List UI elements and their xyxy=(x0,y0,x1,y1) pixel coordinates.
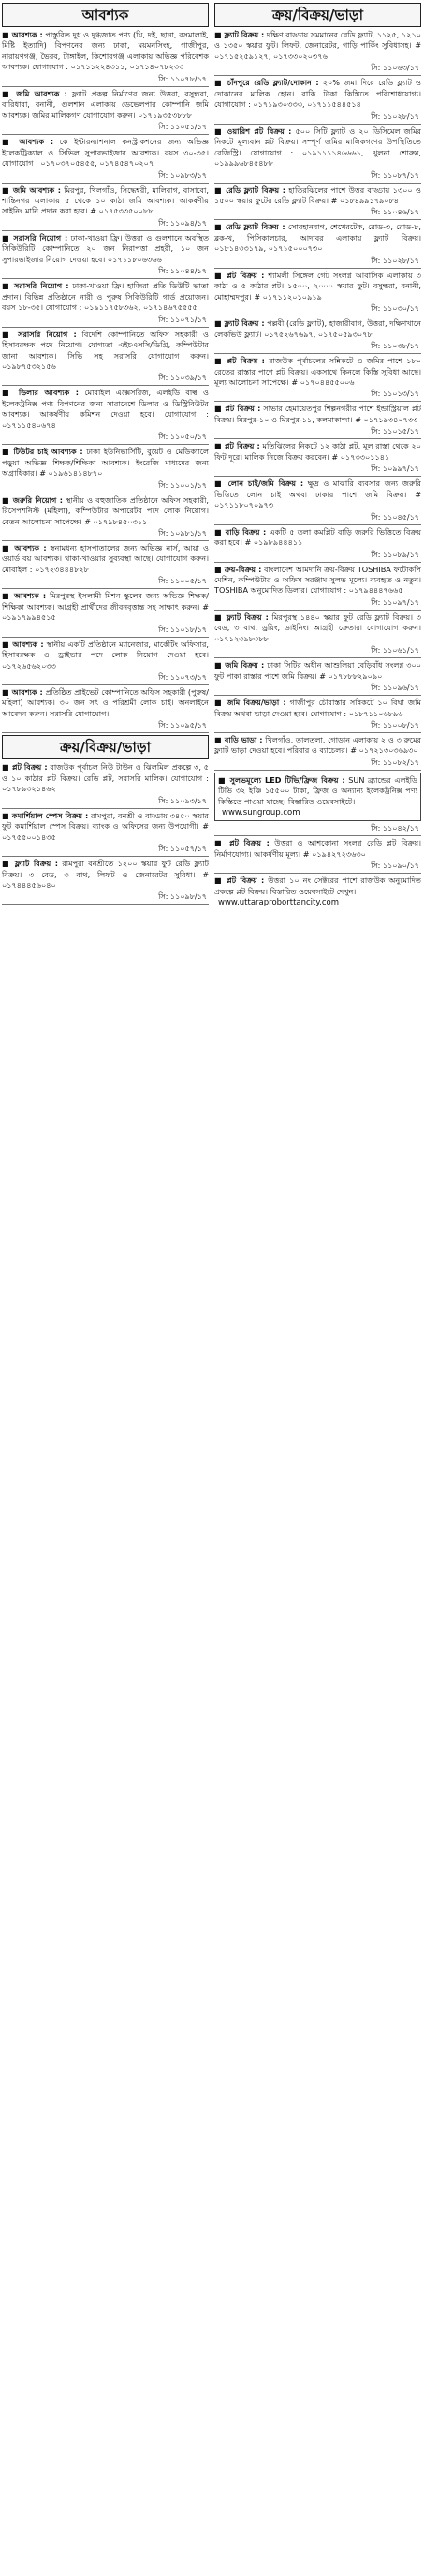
ad-code: সি: ১০৯৮৩/১৭ xyxy=(158,170,207,180)
ad-body: সোবহানবাগ, শেখেরটেক, রোড-৩, রোড-৮, ব্লক-খ, পিসিকালচার, আদাবর এলাকায় ফ্ল্যাট বিক্রয়। ০১৮১৪৩৩১৭৯, ০১৭১৫০০০৭৩০ xyxy=(214,222,421,254)
ad-body: ঢাকা-খাওয়া ফ্রি। উত্তরা ও গুলশানে অবস্থিত সিকিউরিটি কোম্পানিতে ২০ জন নিরাপত্তা প্রহরী, ১০ জন সুপারভাইজার নিয়োগ দেওয়া হবে। ০১৭১১৮০৬৩৬৬ xyxy=(2,232,210,264)
classified-ad xyxy=(214,404,421,426)
ad-bullet-icon: ■ xyxy=(214,478,228,489)
ad-separator xyxy=(214,476,421,477)
classified-ad xyxy=(214,441,421,464)
ad-body: কে ইন্টারন্যাশনাল কনস্ট্রাকশনের জন্য অভিজ্ঞ ইলেকট্রিক্যাল ও সিভিল সুপারভাইজার আবশ্যক। বয়স ৩০-৩৫। যোগাযোগ : ০১৭০৩৭০৫৪৫৫, ০১৭৪৫৪৭০২০৭ xyxy=(2,137,210,169)
classified-ad xyxy=(2,687,209,720)
ad-bullet-icon: ■ xyxy=(2,281,14,291)
ad-body: ক্ষুদ্র ও মাঝারি ব্যবসার জন্য জরুরি ভিত্তিতে লোন চাই অথবা ঢাকার পাশে জমি বিক্রয়। # ০১৭১১৮০৭০৯৭৩ xyxy=(214,478,421,510)
ad-code: সি: ১১০৯৬/১৭ xyxy=(371,684,419,693)
ad-bullet-icon: ■ xyxy=(214,611,227,622)
ad-separator xyxy=(2,856,209,857)
ad-body: ঢাকা-খাওয়া ফ্রি। হাজিরা প্রতি ডিউটি ভাতা প্রদান। বিভিন্ন প্রতিষ্ঠানে নারী ও পুরুষ সিকিউরিটি গার্ড প্রয়োজন। বয়স ১৮-৩৫। যোগাযোগ : ০১৯১১৭৫৮৩৬২, ০১৭১৪৬৭৫৫৫৫ xyxy=(2,281,210,313)
ad-bullet-icon: ■ xyxy=(2,810,12,820)
ad-bullet-icon: ■ xyxy=(2,137,20,147)
ad-title: ওয়ারিশ প্লট বিক্রয় : xyxy=(227,125,292,136)
ad-title: ফ্ল্যাট বিক্রয় : xyxy=(224,318,265,329)
ad-separator xyxy=(214,835,421,836)
ad-title: ফ্ল্যাট বিক্রয় : xyxy=(224,30,265,39)
ad-separator xyxy=(2,230,209,231)
ad-title: ফ্ল্যাট বিক্রয় : xyxy=(226,611,269,622)
ad-separator xyxy=(214,124,421,125)
ad-code: সি: ১১০১৫/১৭ xyxy=(371,427,419,436)
ad-body: মতিঝিলের নিকটে ১২ কাঠা প্লট, মূল রাস্তা থেকে ২০ ফিট দূরে। মালিক নিজে বিক্রয় করবেন। # ০১৭৩৩০১১৪১ xyxy=(214,441,421,462)
ad-title: প্লট বিক্রয় : xyxy=(227,356,265,366)
ad-separator xyxy=(2,588,209,589)
classified-ad xyxy=(214,565,421,597)
section-header-buy-sell-rent-right: ক্রয়/বিক্রয়/ভাড়া xyxy=(214,3,421,27)
ad-title: ডিলার আবশ্যক : xyxy=(18,388,80,398)
classified-ad xyxy=(2,543,209,576)
ad-bullet-icon: ■ xyxy=(214,698,227,708)
ad-separator xyxy=(214,524,421,525)
ad-body: পল্লবী (রেডি ফ্ল্যাট), হাজারীবাগ, উত্তরা, দক্ষিণখানে লেকভিউ ফ্ল্যাট। ০১৭৫২৬৭৬৯৭, ০১৭৫০৫৯৩০৭৮ xyxy=(214,318,421,339)
ad-body: মিরপুর, খিলগাঁও, সিদ্ধেশ্বরী, মালিবাগ, বাসাবো, শান্তিনগর এলাকায় ৫ থেকে ১০ কাঠা জমি আবশ্যক। আকর্ষণীয় সাইনিং মানি প্রদান করা হবে। # ০১৭৫৩৩৫০০৮৮ xyxy=(2,184,209,216)
classified-ad xyxy=(2,811,209,844)
ad-body: ২০% জমা দিয়ে রেডি ফ্ল্যাট ও দোকানের মালিক হোন। বাকি টাকা কিস্তিতে পরিশোধযোগ্য। যোগাযোগ : ০১৭১৯৩০৩৩৩, ০১৭১১৫৪৪৫১৪ xyxy=(214,78,422,110)
ad-code: সি: ১০৯৮১/১৭ xyxy=(158,528,207,537)
ad-bullet-icon: ■ xyxy=(214,876,227,886)
ad-body: উত্তরা ১০ নং সেক্টরের পাশে রাজউক অনুমোদিত প্রকল্পে প্লট বিক্রয়। বিস্তারিত ওয়েবসাইটে দেখুন। xyxy=(214,876,421,896)
ad-title: প্লট বিক্রয় : xyxy=(11,762,48,773)
ad-title: চাঁদপুরে রেডি ফ্ল্যাট/দোকান : xyxy=(227,78,319,88)
ad-separator xyxy=(2,183,209,184)
classified-ad xyxy=(214,222,421,255)
ad-title: প্লট বিক্রয় : xyxy=(229,838,270,848)
ad-separator xyxy=(2,540,209,541)
classified-ad xyxy=(214,527,421,550)
ad-code: সি: ১১০১৮/১৭ xyxy=(158,625,207,634)
classified-ad xyxy=(2,330,209,374)
ad-title: জমি আবশ্যক : xyxy=(16,88,67,98)
ad-code: সি: ১১০২৮/১৭ xyxy=(371,111,419,121)
ad-title: টিউটর চাই আবশ্যক : xyxy=(13,447,83,457)
ad-bullet-icon: ■ xyxy=(214,526,226,537)
ad-title: আবশ্যক : xyxy=(14,542,47,552)
ad-code: সি: ১১০৩৮/১৭ xyxy=(371,342,419,351)
classified-ad xyxy=(214,612,421,645)
classified-ad xyxy=(2,281,209,314)
ad-title: আবশ্যক : xyxy=(11,30,43,39)
classified-ad xyxy=(214,78,421,110)
classified-ad xyxy=(2,233,209,266)
ad-code: সি: ১১০৭৮/১৭ xyxy=(158,74,207,83)
ad-title: রেডি ফ্ল্যাট বিক্রয় : xyxy=(226,184,286,195)
classified-ad xyxy=(2,137,209,169)
right-ads-list xyxy=(214,30,421,909)
classified-ad xyxy=(2,30,209,74)
classified-ad xyxy=(2,388,209,432)
classified-ad xyxy=(214,876,421,909)
ad-separator xyxy=(2,732,209,733)
ad-body: মোবাইল এক্সেসরিজ, এলইডি বাল্ব ও ইলেকট্রনিক্স পণ্য বিপণনের জন্য সারাদেশে ডিলার ও ডিস্ট্রিবিউটর আবশ্যক। আকর্ষণীয় কমিশন দেওয়া হবে। যোগাযোগ : ০১৭১১৫৪০৬৭৪ xyxy=(2,388,209,430)
ad-separator xyxy=(214,183,421,184)
ad-title: আবশ্যক : xyxy=(12,639,44,649)
ad-bullet-icon: ■ xyxy=(214,222,226,232)
ad-body: ফ্ল্যাট প্রকল্প নির্মাণের জন্য উত্তরা, বসুন্ধরা, বারিধারা, বনানী, গুলশান এলাকায় ডেভেলপার কোম্পানি জমি আবশ্যক। জমির মালিকগণ যোগাযোগ করুন। ০১৭১৯৩৫৩৮৮৮ xyxy=(2,88,210,120)
ad-bullet-icon: ■ xyxy=(2,232,14,243)
ad-body: স্বনামধন্য হাসপাতালের জন্য অভিজ্ঞ নার্স, আয়া ও ওয়ার্ড বয় আবশ্যক। থাকা-খাওয়ার সুব্যবস্থা আছে। যোগাযোগ করুন। মোবাইল : ০১৭২৩৪৪৪৮২৮ xyxy=(2,542,209,574)
classified-ad xyxy=(214,773,421,821)
ad-separator xyxy=(214,219,421,220)
ad-code: সি: ১১০৭৩/১৭ xyxy=(158,673,207,683)
classified-ad xyxy=(2,89,209,122)
ad-code: সি: ১১০৭১/১৭ xyxy=(158,315,207,324)
ad-body: রাজউক পূর্বাচলের সন্নিকটে ও জমির পাশে ১৮০ রেতের রাস্তার পাশে প্লট বিক্রয়। একসাথে কিনলে কিস্তি সুবিধা আছে। মূল্য আলোচনা সাপেক্ষে। # ০১৭০৪৪৫৫০০৬ xyxy=(214,356,421,387)
ad-body: বিদেশি কোম্পানিতে অফিস সহকারী ও হিসাবরক্ষক পদে নিয়োগ। যোগ্যতা এইচএসসি/ডিগ্রি, কম্পিউটার জানা আবশ্যক। সিভি সহ সরাসরি যোগাযোগ করুন। ০১৯৮৭৫৩২১৫৬ xyxy=(2,329,210,371)
ad-code: সি: ১১০৯৩/১৭ xyxy=(158,796,207,805)
ad-separator xyxy=(2,327,209,328)
classified-ad xyxy=(2,859,209,891)
classified-ad xyxy=(214,838,421,861)
ad-bullet-icon: ■ xyxy=(2,329,19,339)
ad-separator xyxy=(214,610,421,611)
ad-separator xyxy=(214,268,421,269)
classified-ad xyxy=(2,591,209,624)
ad-separator xyxy=(214,562,421,563)
section-header-wanted: আবশ্যক xyxy=(2,3,209,27)
ad-title: প্লট বিক্রয় : xyxy=(227,876,265,886)
ad-separator xyxy=(214,438,421,439)
ad-code: সি: ১১০৫০/১৭ xyxy=(158,433,207,442)
classified-ad xyxy=(2,640,209,672)
ad-body: হাতিরঝিলের পাশে উত্তর বাড্ডায় ১৩০০ ও ১৫০০ স্কয়ার ফুটের রেডি ফ্ল্যাট বিক্রয়। # ০১৮৪৯৯১৭৯০৮৪ xyxy=(214,184,422,205)
ad-bullet-icon: ■ xyxy=(214,660,226,670)
classified-ad xyxy=(2,185,209,218)
right-column xyxy=(212,0,423,2576)
ad-website-link[interactable]: www.sungroup.com xyxy=(222,808,300,818)
ad-title: বাড়ি ভাড়া : xyxy=(224,735,263,745)
section-header-buy-sell-rent: ক্রয়/বিক্রয়/ভাড়া xyxy=(2,735,209,759)
ad-bullet-icon: ■ xyxy=(214,838,230,848)
ad-title: রেডি ফ্ল্যাট বিক্রয় : xyxy=(225,222,285,232)
ad-title: বাড়ি বিক্রয় : xyxy=(225,526,267,537)
ad-code: সি: ১১০৪৫/১৭ xyxy=(371,512,419,522)
ad-title: লোন চাই/জমি বিক্রয় : xyxy=(227,478,304,489)
ad-code: সি: ১১০৬১/১৭ xyxy=(371,646,419,655)
ad-separator xyxy=(214,353,421,354)
ad-bullet-icon: ■ xyxy=(214,441,226,451)
ad-bullet-icon: ■ xyxy=(2,859,15,869)
ad-separator xyxy=(2,904,209,905)
left-ads-list xyxy=(2,30,209,733)
ad-body: SUN ব্র্যান্ডের এলইডি টিভি ৩২ ইঞ্চি ১৫৫০০ টাকা, ফ্রিজ ও অন্যান্য ইলেকট্রনিক্স পণ্য কিস্তিতে পাওয়া যাচ্ছে। বিস্তারিত ওয়েবসাইটে। xyxy=(218,774,417,806)
ad-bullet-icon: ■ xyxy=(214,184,227,195)
ad-body: বাংলাদেশ আমদানি ক্রয়-বিক্রয় TOSHIBA ফটোকপি মেশিন, কম্পিউটার ও অফিস সরঞ্জাম সুলভ মূল্যে। ব্যবহৃত ও নতুন। TOSHIBA অনুমোদিত ডিলার। যোগাযোগ : ০১৭৯৪৪৪৭৬৬৫ xyxy=(214,564,421,596)
ad-bullet-icon: ■ xyxy=(2,762,12,773)
ad-code: সি: ১১০৩০/১৭ xyxy=(371,304,419,314)
ad-title: জমি বিক্রয়/ভাড়া : xyxy=(227,698,286,708)
ad-bullet-icon: ■ xyxy=(2,30,12,39)
ad-separator xyxy=(2,134,209,135)
ad-separator xyxy=(214,401,421,402)
ad-code: সি: ১১০৪২/১৭ xyxy=(371,824,419,833)
ad-body: দক্ষিণ বাড্ডায় সমমানের রেডি ফ্ল্যাট, ১১২৫, ১২১০ ও ১৩৫০ স্কয়ার ফুট। লিফট, জেনারেটর, গাড়ি পার্কিং সুবিধাসহ। # ০১৭১৫২৫৯১২৭, ০১৭৩৩০২০৩৭৬ xyxy=(214,30,421,61)
ad-code: সি: ১১০৮৭/১৭ xyxy=(371,170,419,180)
ad-bullet-icon: ■ xyxy=(214,356,227,366)
ad-bullet-icon: ■ xyxy=(2,687,12,698)
ad-separator xyxy=(2,86,209,87)
classified-ad xyxy=(214,185,421,208)
ad-body: মিরপুরস্থ ইসলামী মিশন স্কুলের জন্য অভিজ্ঞ শিক্ষক/শিক্ষিকা আবশ্যক। আগ্রহী প্রার্থীদের জীবনবৃত্তান্ত সহ সাক্ষাৎ করুন। # ০১৯১৭৯৯৪৫১৫ xyxy=(2,591,209,623)
ad-title: আবশ্যক : xyxy=(11,687,43,698)
ad-title: প্লট বিক্রয় : xyxy=(227,270,265,280)
ad-website-link[interactable]: www.uttaraproborttancity.com xyxy=(218,898,340,908)
ad-title: ফ্ল্যাট বিক্রয় : xyxy=(14,859,59,869)
ad-body: স্থানীয় একটি প্রতিষ্ঠানে ম্যানেজার, মার্কেটিং অফিসার, হিসাবরক্ষক ও ড্রাইভার পদে লোক নিয়োগ দেওয়া হবে। ০১৭২৬৫৬২০৩৩ xyxy=(2,639,209,670)
classified-ad xyxy=(214,30,421,63)
ad-title: প্লট বিক্রয় : xyxy=(225,441,260,451)
ad-bullet-icon: ■ xyxy=(2,639,13,649)
ad-title: জরুরি নিয়োগ : xyxy=(12,494,64,505)
ad-code: সি: ১১০৯৭/১৭ xyxy=(371,597,419,607)
ad-code: সি: ১১০৪৬/১৭ xyxy=(371,208,419,217)
ad-title: প্লট বিক্রয় : xyxy=(225,404,261,414)
ad-code: সি: ১১০৮২/১৭ xyxy=(371,758,419,767)
ad-code: সি: ১১০৮৯/১৭ xyxy=(371,550,419,559)
ad-code: সি: ১১০৯৫/১৭ xyxy=(158,721,207,730)
left-ads2-list xyxy=(2,762,209,905)
ad-separator xyxy=(2,684,209,685)
classified-ad xyxy=(2,495,209,528)
ad-title: সরাসরি নিয়োগ : xyxy=(13,281,69,291)
ad-body: রামপুরা, বনশ্রী ও বাড্ডায় ৩৪৫০ স্কয়ার ফুট কমার্শিয়াল স্পেস বিক্রয়। ব্যাংক ও অফিসের জন্য উপযোগী। # ০১৭৫৫০০১৪৩৫ xyxy=(2,810,210,842)
ad-bullet-icon: ■ xyxy=(2,591,15,601)
ad-title: জমি আবশ্যক : xyxy=(12,184,61,195)
ad-body: মিরপুরস্থ ১৪৪০ স্কয়ার ফুট রেডি ফ্ল্যাট বিক্রয়। ৩ বেড, ৩ বাথ, ড্রয়িং, ডাইনিং। আগ্রহী ক্রেতারা যোগাযোগ করুন। ০১৭১২৩৯৮৩৮৮ xyxy=(214,611,422,643)
ad-code: সি: ১১০৯৪/১৭ xyxy=(158,218,207,228)
ad-separator xyxy=(214,770,421,771)
ad-body: স্থানীয় ও বহুজাতিক প্রতিষ্ঠানে অফিস সহকারী, রিসেপশনিস্ট (মহিলা), কম্পিউটার অপারেটর পদে লোক নিয়োগ। বেতন আলোচনা সাপেক্ষে। # ০১৭৯৮৪৫০৩১১ xyxy=(2,494,209,526)
classified-ad xyxy=(214,735,421,758)
ad-separator xyxy=(214,695,421,696)
classified-ad xyxy=(2,762,209,795)
ad-title: সরাসরি নিয়োগ : xyxy=(13,232,68,243)
ad-bullet-icon: ■ xyxy=(2,388,19,398)
ad-separator xyxy=(214,657,421,658)
ad-code: সি: ১১০০৮/১৭ xyxy=(371,721,419,730)
classified-ad xyxy=(214,318,421,341)
ad-title: জমি বিক্রয় : xyxy=(225,660,265,670)
ad-code: সি: ১১০৯০/১৭ xyxy=(371,861,419,871)
ad-body: সাভার হেমায়েতপুর শিল্পনগরীর পাশে ইন্ডাস্ট্রিয়াল প্লট বিক্রয়। মিরপুর-১০ ও মিরপুর-১১, কলমাকান্দা। # ০১৭১৯৩৪০৭৩৩ xyxy=(214,404,421,424)
ad-body: ৫০০ সিটি ফ্ল্যাট ও ২০ ডিসিমেল জমির নিকটে মূল্যবান প্লট বিক্রয়। সম্পূর্ণ জমির মালিকগণের উপস্থিতিতে রেজিস্ট্রি। যোগাযোগ : ০১৯১১১১৪৬৬৬১, খুলনা শোরুম, ০১৯৯৯৬৮৪৫৪৮৮ xyxy=(214,125,422,169)
ad-code: সি: ১১০৯৮/১৭ xyxy=(158,892,207,902)
classified-ad xyxy=(214,356,421,389)
ad-bullet-icon: ■ xyxy=(214,404,226,414)
ad-separator xyxy=(2,808,209,809)
ad-separator xyxy=(2,637,209,638)
ad-body: পাস্তুরিত দুধ ও দুগ্ধজাত পণ্য (ঘি, দই, ছানা, রসমালাই, মিষ্টি ইত্যাদি) বিপণনের জন্য ঢাকা, ময়মনসিংহ, গাজীপুর, নারায়ণগঞ্জ, ভৈরব, টাঙ্গাইল, কিশোরগঞ্জ এলাকায় অভিজ্ঞ পরিবেশক আবশ্যক। যোগাযোগ : ০১৭১১২২৪৩১১, ০১৭১৪০৭৮২৩৩ xyxy=(2,30,209,72)
ad-bullet-icon: ■ xyxy=(214,564,225,574)
ad-body: প্রতিষ্ঠিত প্রাইভেট কোম্পানিতে অফিস সহকারী (পুরুষ/মহিলা) আবশ্যক। ৩০ জন সৎ ও পরিশ্রমী লোক চাই। অনলাইনে আবেদন করুন। সরাসরি যোগাযোগ। xyxy=(2,687,209,718)
ad-body: একটি ৫ তলা কমপ্লিট বাড়ি জরুরি ভিত্তিতে বিক্রয় করা হবে। # ০১৯৮৯৪৪৪১১ xyxy=(214,526,421,548)
ad-code: সি: ১১০০৫/১৭ xyxy=(158,577,207,586)
ad-separator xyxy=(2,444,209,445)
classified-ad xyxy=(214,271,421,303)
ad-title: সরাসরি নিয়োগ : xyxy=(18,329,77,339)
ad-code: সি: ১১০৫১/১৭ xyxy=(158,123,207,132)
ad-bullet-icon: ■ xyxy=(214,318,225,329)
ad-code: সি: ১১০১৩/১৭ xyxy=(371,390,419,399)
ad-body: ঢাকা সিটির অধীন আশুলিয়া বেড়িবাঁধ সংলগ্ন ৩০০ ফুট পাকা রাস্তার পাশে জমি বিক্রয়। # ০১৭৮৮৮২৯০৯০ xyxy=(214,660,421,681)
ad-separator xyxy=(214,873,421,874)
ad-title: কমার্শিয়াল স্পেস বিক্রয় : xyxy=(11,810,89,820)
classified-ad xyxy=(214,660,421,683)
ad-bullet-icon: ■ xyxy=(218,774,230,785)
ad-title: ক্রয়-বিক্রয় : xyxy=(224,564,262,574)
classified-ad xyxy=(214,126,421,170)
ad-separator xyxy=(2,278,209,279)
ad-bullet-icon: ■ xyxy=(2,88,17,98)
ad-title: সুলভমূল্যে LED টিভি/ফ্রিজ বিক্রয় : xyxy=(229,774,345,785)
ad-bullet-icon: ■ xyxy=(2,447,14,457)
ad-body: রাজউক পূর্বাচল নিউ টাউন ও ঝিলমিল প্রকল্পে ৩, ৫ ও ১০ কাঠার প্লট বিক্রয়। রেডি প্লট, সরাসরি মালিক। যোগাযোগ : ০১৭৮৯৩২১৪৬২ xyxy=(2,762,210,794)
ad-bullet-icon: ■ xyxy=(214,78,227,88)
ad-title: আবশ্যক : xyxy=(19,137,54,147)
ad-bullet-icon: ■ xyxy=(214,270,227,280)
ad-bullet-icon: ■ xyxy=(2,542,15,552)
classified-ad xyxy=(2,447,209,479)
ad-bullet-icon: ■ xyxy=(214,30,225,39)
ad-code: সি: ১১০২৮/১৭ xyxy=(371,256,419,265)
ad-bullet-icon: ■ xyxy=(214,125,227,136)
ad-separator xyxy=(2,385,209,386)
ad-body: শ্যামলী সিঙ্গেল গেট সংলগ্ন আবাসিক এলাকায় ৩ কাঠা ও ৫ কাঠার প্লট। ১৫০০, ২০০০ স্কয়ার ফুট। বসুন্ধরা, বনানী, মোহাম্মদপুর। # ০১৭১১২০১০৯১৯ xyxy=(214,270,422,302)
ad-code: সি: ১১০০১/১৭ xyxy=(158,480,207,490)
ad-code: সি: ১১০৫৭/১৭ xyxy=(158,845,207,854)
ad-code: সি: ১১০৬৩/১৭ xyxy=(371,64,419,73)
ad-body: উত্তরা ও আশকোনা সংলগ্ন রেডি প্লট বিক্রয়। নির্মাণযোগ্য। আকর্ষণীয় মূল্য। # ০১৯৪২৭২৩৬৩০ xyxy=(214,838,422,859)
ad-separator xyxy=(214,732,421,733)
ad-separator xyxy=(214,75,421,76)
ad-code: সি: ১০৯৯৭/১৭ xyxy=(371,464,419,474)
ad-body: ঢাকা ইউনিভার্সিটি, বুয়েট ও মেডিক্যালে পড়ুয়া অভিজ্ঞ শিক্ষক/শিক্ষিকা আবশ্যক। ইংরেজি মাধ্যমের জন্য অগ্রাধিকার। # ০১৯৬১৪১৪৮৭০ xyxy=(2,447,209,478)
ad-body: রামপুরা বনশ্রীতে ১২০০ স্কয়ার ফুট রেডি ফ্ল্যাট বিক্রয়। ৩ বেড, ৩ বাথ, লিফট ও জেনারেটর সুবিধা। # ০১৭৪৪৪৫৬০৪০ xyxy=(2,859,209,891)
ad-bullet-icon: ■ xyxy=(2,494,13,505)
ad-code: সি: ১১০৩৯/১৭ xyxy=(158,374,207,383)
ad-body: খিলগাঁও, তালতলা, গোড়ান এলাকায় ২ ও ৩ রুমের ফ্ল্যাট ভাড়া দেওয়া হবে। পরিবার ও ব্যাচেলর। # ০১৭২১৩০৩৬৯৩০ xyxy=(214,735,422,756)
classified-ad xyxy=(214,698,421,720)
ad-bullet-icon: ■ xyxy=(214,735,225,745)
ad-code: সি: ১১০৪৪/১৭ xyxy=(158,267,207,276)
ad-bullet-icon: ■ xyxy=(2,184,13,195)
ad-title: আবশ্যক : xyxy=(14,591,47,601)
classified-ad xyxy=(214,478,421,511)
ad-body: গাজীপুর চৌরাস্তার সন্নিকটে ১০ বিঘা জমি বিক্রয় অথবা ভাড়া দেওয়া হবে। যোগাযোগ : ০১৮৭১১০৬৮৯৬ xyxy=(214,698,421,718)
